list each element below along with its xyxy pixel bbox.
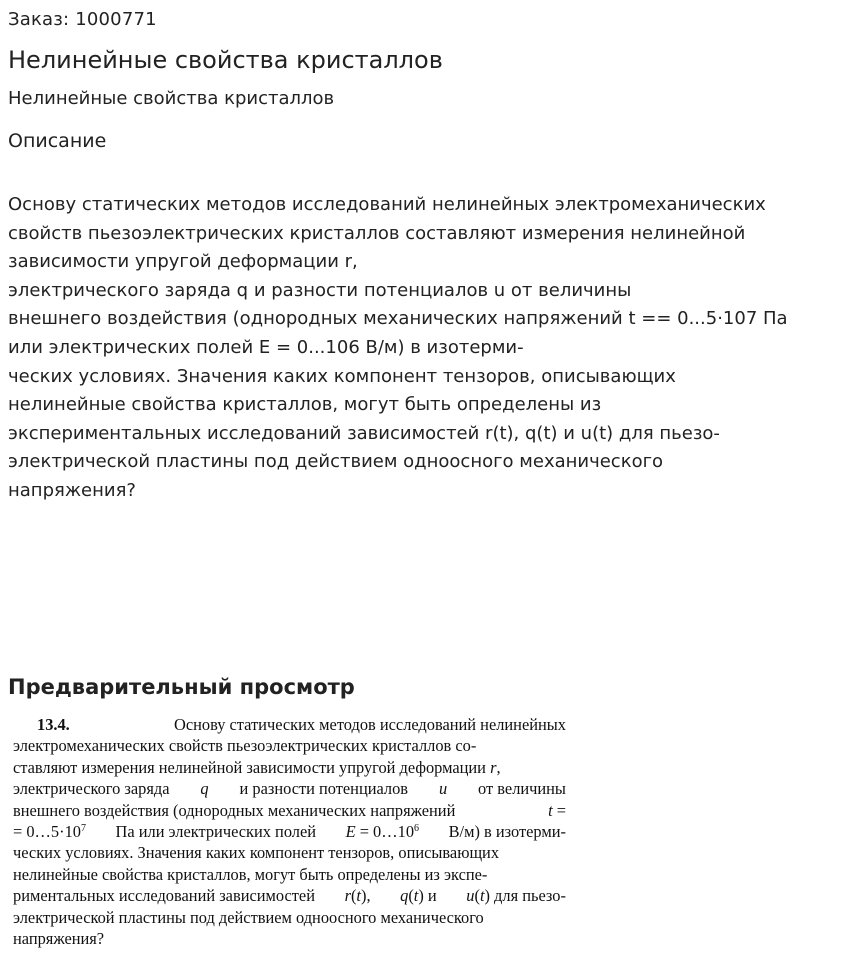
description-line: электрической пластины под действием одноосного механического <box>8 451 664 473</box>
description-line: свойств пьезоэлектрических кристаллов составляют измерения нелинейной <box>8 222 746 244</box>
preview-line: напряжения? <box>13 929 105 949</box>
preview-line: ставляют измерения нелинейной зависимости упругой деформации r, <box>13 757 501 777</box>
preview-line: электрического заряда q и разности потенциалов u от величины <box>13 779 566 799</box>
page-subtitle: Нелинейные свойства кристаллов <box>8 88 335 109</box>
description-line: нелинейные свойства кристаллов, могут быть определены из <box>8 394 602 416</box>
preview-image-text <box>13 714 566 949</box>
preview-line: = $0\dots 5\cdot 10^7$ Па или электрических полей $E = 0\dots 10^6$ В/м) в изотерми- <box>13 822 566 842</box>
preview-line: электрической пластины под действием одноосного механического <box>13 907 484 927</box>
preview-line: внешнего воздействия (однородных механических напряжений t = <box>13 800 566 820</box>
page-title: Нелинейные свойства кристаллов <box>8 46 443 74</box>
description-line: ческих условиях. Значения каких компонент тензоров, описывающих <box>8 365 676 387</box>
preview-line: электромеханических свойств пьезоэлектрических кристаллов со- <box>13 736 477 756</box>
preview-heading: Предварительный просмотр <box>8 675 355 699</box>
preview-line: 13.4. Основу статических методов исследований нелинейных <box>37 715 566 734</box>
description-line: зависимости упругой деформации r, <box>8 251 358 273</box>
description-line: напряжения? <box>8 479 136 501</box>
preview-line: риментальных исследований зависимостей r(t), q(t) и u(t) для пьезо- <box>13 886 566 906</box>
preview-line: нелинейные свойства кристаллов, могут быть определены из экспе- <box>13 864 488 884</box>
description-text <box>8 191 788 506</box>
description-line: или электрических полей E = 0...106 В/м) в изотерми- <box>8 336 524 358</box>
description-line: Основу статических методов исследований нелинейных электромеханических <box>8 194 766 215</box>
description-heading: Описание <box>8 130 107 152</box>
order-number: Заказ: 1000771 <box>8 9 157 30</box>
preview-line: ческих условиях. Значения каких компонент тензоров, описывающих <box>13 843 500 863</box>
description-line: экспериментальных исследований зависимостей r(t), q(t) и u(t) для пьезо- <box>8 422 720 444</box>
description-line: электрического заряда q и разности потенциалов u от величины <box>8 279 632 301</box>
problem-number: 13.4. <box>37 715 70 734</box>
description-line: внешнего воздействия (однородных механических напряжений t == 0...5·107 Па <box>8 308 788 330</box>
